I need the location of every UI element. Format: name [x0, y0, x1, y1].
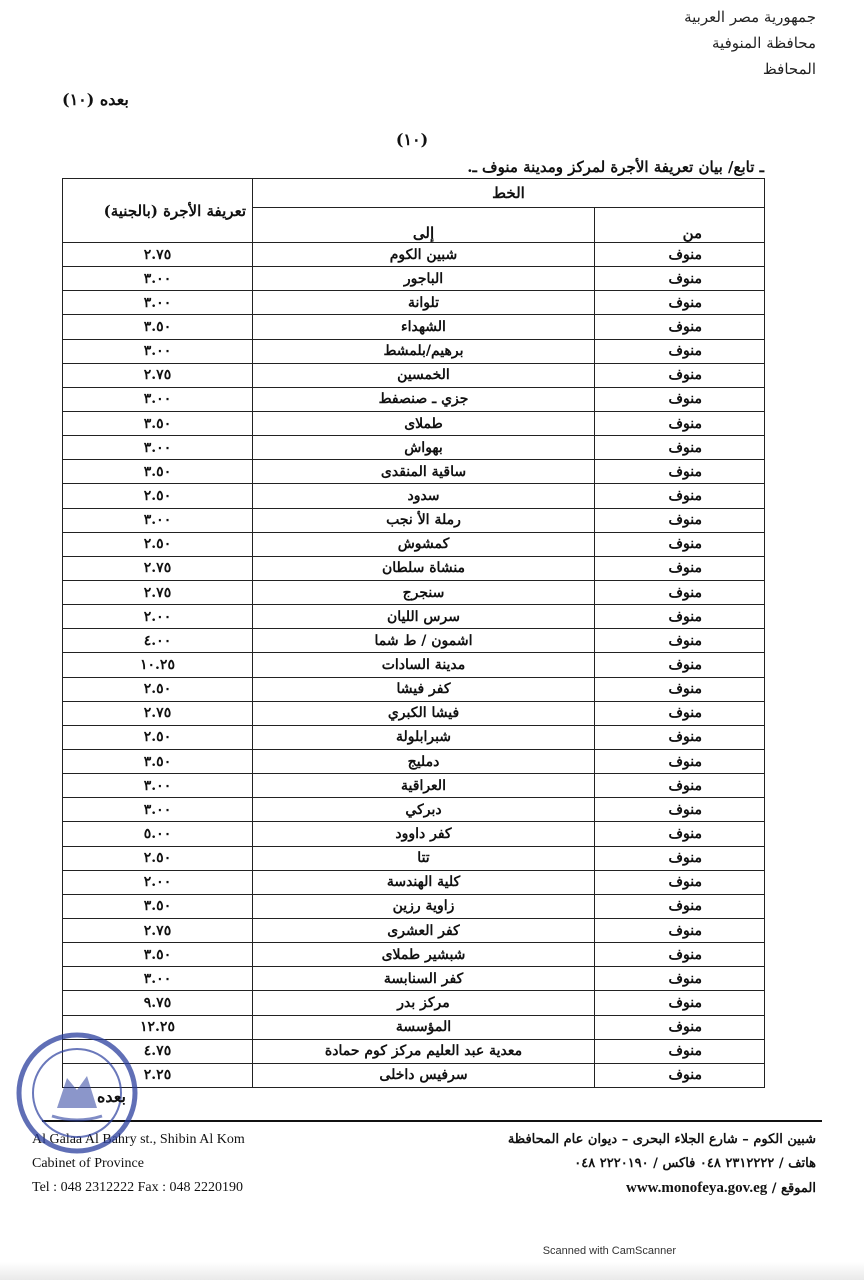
destination-cell: سدود — [253, 484, 595, 508]
footer-cabinet-line: Cabinet of Province — [32, 1156, 144, 1171]
footer-address-ar — [456, 1128, 816, 1201]
destination-cell: شبين الكوم — [253, 243, 595, 267]
origin-cell: منوف — [595, 749, 765, 773]
destination-cell: مدينة السادات — [253, 653, 595, 677]
destination-cell: اشمون / ط شما — [253, 629, 595, 653]
table-row — [63, 291, 765, 315]
table-row — [63, 749, 765, 773]
origin-cell: منوف — [595, 339, 765, 363]
destination-cell: كمشوش — [253, 532, 595, 556]
origin-cell: منوف — [595, 532, 765, 556]
fare-cell: ٣.٠٠ — [63, 436, 253, 460]
origin-cell: منوف — [595, 846, 765, 870]
destination-cell: مركز بدر — [253, 991, 595, 1015]
origin-cell: منوف — [595, 967, 765, 991]
origin-cell: منوف — [595, 605, 765, 629]
destination-cell: الخمسين — [253, 363, 595, 387]
fare-cell: ٢.٥٠ — [63, 677, 253, 701]
fare-cell: ٣.٠٠ — [63, 967, 253, 991]
website-label: الموقع / — [771, 1181, 816, 1196]
header-country: جمهورية مصر العربية — [684, 8, 816, 26]
origin-cell: منوف — [595, 725, 765, 749]
fare-cell: ٤.٧٥ — [63, 1039, 253, 1063]
fare-cell: ٢.٧٥ — [63, 918, 253, 942]
table-row — [63, 243, 765, 267]
origin-cell: منوف — [595, 363, 765, 387]
origin-cell: منوف — [595, 387, 765, 411]
origin-cell: منوف — [595, 556, 765, 580]
destination-cell: فيشا الكبري — [253, 701, 595, 725]
origin-cell: منوف — [595, 991, 765, 1015]
table-row — [63, 846, 765, 870]
fare-cell: ٢.٧٥ — [63, 580, 253, 604]
table-row — [63, 1015, 765, 1039]
table-row — [63, 677, 765, 701]
destination-cell: ساقية المنقدى — [253, 460, 595, 484]
table-row — [63, 580, 765, 604]
origin-cell: منوف — [595, 411, 765, 435]
page-edge — [0, 1262, 864, 1280]
fare-cell: ٣.٠٠ — [63, 267, 253, 291]
table-row — [63, 387, 765, 411]
destination-cell: بهواش — [253, 436, 595, 460]
fare-cell: ٢.٥٠ — [63, 532, 253, 556]
fare-column-header: تعريفة الأجرة (بالجنية) — [63, 179, 253, 243]
table-row — [63, 315, 765, 339]
origin-cell: منوف — [595, 1063, 765, 1087]
table-row — [63, 774, 765, 798]
footer-website-line — [456, 1176, 816, 1201]
destination-cell: دمليج — [253, 749, 595, 773]
government-header — [596, 4, 816, 82]
destination-cell: المؤسسة — [253, 1015, 595, 1039]
origin-cell: منوف — [595, 629, 765, 653]
origin-cell: منوف — [595, 508, 765, 532]
fare-cell: ٣.٠٠ — [63, 508, 253, 532]
document-subtitle: ـ تابع/ بيان تعريفة الأجرة لمركز ومدينة منوف ـ. — [467, 158, 764, 176]
fare-cell: ٢.٧٥ — [63, 556, 253, 580]
table-row — [63, 363, 765, 387]
fare-cell: ٣.٠٠ — [63, 387, 253, 411]
fare-cell: ٣.٠٠ — [63, 291, 253, 315]
fare-table — [62, 178, 765, 1088]
destination-cell: سرس الليان — [253, 605, 595, 629]
fare-cell: ٩.٧٥ — [63, 991, 253, 1015]
origin-cell: منوف — [595, 774, 765, 798]
table-row — [63, 532, 765, 556]
line-column-header: الخط — [253, 179, 765, 208]
destination-cell: شبشير طملاى — [253, 943, 595, 967]
origin-cell: منوف — [595, 918, 765, 942]
destination-cell: دبركي — [253, 798, 595, 822]
destination-cell: الباجور — [253, 267, 595, 291]
destination-cell: رملة الأ نجب — [253, 508, 595, 532]
fare-cell: ٣.٥٠ — [63, 894, 253, 918]
table-row — [63, 991, 765, 1015]
footer-phone-line: Tel : 048 2312222 Fax : 048 2220190 — [32, 1180, 243, 1195]
origin-cell: منوف — [595, 243, 765, 267]
origin-cell: منوف — [595, 291, 765, 315]
fare-cell: ٣.٥٠ — [63, 943, 253, 967]
destination-cell: سرفيس داخلى — [253, 1063, 595, 1087]
destination-cell: طملاى — [253, 411, 595, 435]
table-row — [63, 339, 765, 363]
destination-cell: كفر السنابسة — [253, 967, 595, 991]
destination-cell: منشاة سلطان — [253, 556, 595, 580]
origin-cell: منوف — [595, 436, 765, 460]
destination-cell: كفر العشرى — [253, 918, 595, 942]
origin-cell: منوف — [595, 870, 765, 894]
to-column-header: إلى — [253, 208, 595, 243]
table-row — [63, 484, 765, 508]
table-row — [63, 1063, 765, 1087]
fare-cell: ٣.٥٠ — [63, 460, 253, 484]
destination-cell: كفر فيشا — [253, 677, 595, 701]
fare-cell: ٣.٠٠ — [63, 798, 253, 822]
table-row — [63, 653, 765, 677]
stamp-handwritten-text: بعده — [97, 1087, 126, 1106]
fare-cell: ٢.٧٥ — [63, 363, 253, 387]
origin-cell: منوف — [595, 484, 765, 508]
origin-cell: منوف — [595, 1039, 765, 1063]
fare-cell: ٥.٠٠ — [63, 822, 253, 846]
fare-cell: ٢.٠٠ — [63, 870, 253, 894]
table-row — [63, 870, 765, 894]
fare-table-body — [63, 243, 765, 1088]
origin-cell: منوف — [595, 267, 765, 291]
destination-cell: العراقية — [253, 774, 595, 798]
fare-cell: ٢.٥٠ — [63, 484, 253, 508]
footer-phone-ar-line: هاتف / ٢٣١٢٢٢٢ ٠٤٨ فاكس / ٢٢٢٠١٩٠ ٠٤٨ — [574, 1156, 816, 1171]
origin-cell: منوف — [595, 943, 765, 967]
table-row — [63, 508, 765, 532]
destination-cell: سنجرج — [253, 580, 595, 604]
destination-cell: تتا — [253, 846, 595, 870]
destination-cell: جزي ـ صنصفط — [253, 387, 595, 411]
table-row — [63, 967, 765, 991]
header-governorate: محافظة المنوفية — [712, 34, 816, 52]
table-row — [63, 629, 765, 653]
destination-cell: تلوانة — [253, 291, 595, 315]
fare-cell: ٣.٠٠ — [63, 774, 253, 798]
header-governor: المحافظ — [762, 60, 816, 78]
table-row — [63, 894, 765, 918]
table-row — [63, 943, 765, 967]
fare-cell: ١٠.٢٥ — [63, 653, 253, 677]
page-number: (١٠) — [395, 130, 429, 149]
destination-cell: برهيم/بلمشط — [253, 339, 595, 363]
fare-cell: ٣.٥٠ — [63, 411, 253, 435]
website-link[interactable]: www.monofeya.gov.eg — [626, 1180, 768, 1196]
fare-cell: ٤.٠٠ — [63, 629, 253, 653]
destination-cell: زاوية رزين — [253, 894, 595, 918]
fare-cell: ٢.٥٠ — [63, 846, 253, 870]
destination-cell: كلية الهندسة — [253, 870, 595, 894]
fare-cell: ٢.٧٥ — [63, 701, 253, 725]
footer-address-ar-line: شبين الكوم – شارع الجلاء البحرى – ديوان عام المحافظة — [507, 1132, 816, 1147]
scanner-watermark: Scanned with CamScanner — [542, 1245, 676, 1257]
footer-address-line: Al Galaa Al Bahry st., Shibin Al Kom — [32, 1132, 245, 1147]
table-row — [63, 918, 765, 942]
table-row — [63, 1039, 765, 1063]
table-row — [63, 267, 765, 291]
fare-cell: ٣.٥٠ — [63, 315, 253, 339]
fare-cell: ٢.٧٥ — [63, 243, 253, 267]
origin-cell: منوف — [595, 677, 765, 701]
destination-cell: الشهداء — [253, 315, 595, 339]
from-column-header: من — [595, 208, 765, 243]
table-row — [63, 436, 765, 460]
fare-cell: ٣.٥٠ — [63, 749, 253, 773]
origin-cell: منوف — [595, 894, 765, 918]
destination-cell: شبرابلولة — [253, 725, 595, 749]
table-row — [63, 701, 765, 725]
table-row — [63, 725, 765, 749]
table-row — [63, 556, 765, 580]
fare-cell: ٢.٠٠ — [63, 605, 253, 629]
origin-cell: منوف — [595, 315, 765, 339]
official-seal-stamp — [12, 1028, 142, 1158]
table-row — [63, 798, 765, 822]
origin-cell: منوف — [595, 822, 765, 846]
fare-cell: ١٢.٢٥ — [63, 1015, 253, 1039]
table-row — [63, 411, 765, 435]
table-row — [63, 822, 765, 846]
footer-divider — [42, 1120, 822, 1122]
destination-cell: معدية عبد العليم مركز كوم حمادة — [253, 1039, 595, 1063]
continuation-note: بعده (١٠) — [62, 90, 129, 109]
origin-cell: منوف — [595, 460, 765, 484]
destination-cell: كفر داوود — [253, 822, 595, 846]
table-row — [63, 460, 765, 484]
table-row — [63, 605, 765, 629]
fare-cell: ٢.٢٥ — [63, 1063, 253, 1087]
origin-cell: منوف — [595, 653, 765, 677]
origin-cell: منوف — [595, 1015, 765, 1039]
origin-cell: منوف — [595, 580, 765, 604]
fare-cell: ٢.٥٠ — [63, 725, 253, 749]
fare-cell: ٣.٠٠ — [63, 339, 253, 363]
origin-cell: منوف — [595, 798, 765, 822]
origin-cell: منوف — [595, 701, 765, 725]
